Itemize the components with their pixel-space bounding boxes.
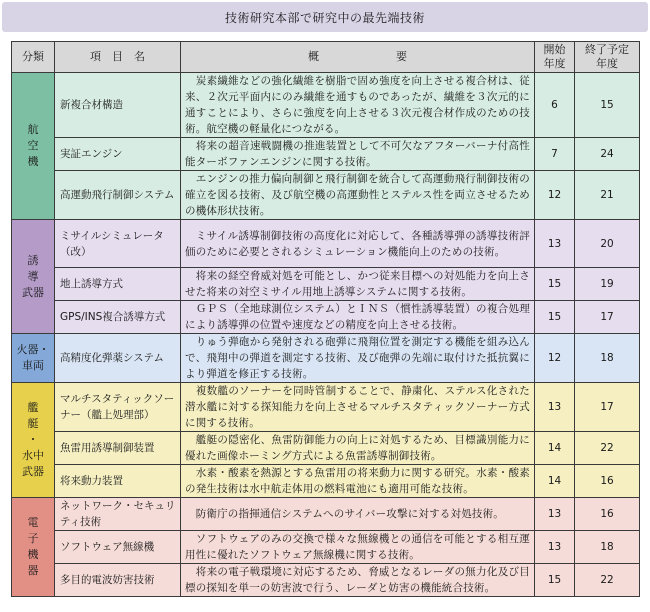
start-year: 15 (535, 564, 575, 597)
end-year: 19 (575, 268, 640, 301)
item-name: 高運動飛行制御システム (55, 171, 181, 220)
table-row (12, 383, 640, 432)
table-row (12, 564, 640, 597)
end-year: 18 (575, 334, 640, 383)
item-name: 新複合材構造 (55, 73, 181, 138)
item-description: 艦艇の隠密化、魚雷防御能力の向上に対処するため、目標識別能力に優れた画像ホーミング方式による魚雷誘導制御技術。 (181, 432, 535, 465)
item-name: 多目的電波妨害技術 (55, 564, 181, 597)
header-desc: 概 要 (181, 42, 535, 73)
end-year: 21 (575, 171, 640, 220)
item-description: 炭素繊維などの強化繊維を樹脂で固め強度を向上させる複合材は、従来、２次元平面内にのみ繊維を通すものであったが、繊維を３次元的に通すことにより、さらに強度を向上させる３次元複合材作成のための技術。航空機の軽量化につながる。 (181, 73, 535, 138)
start-year: 12 (535, 334, 575, 383)
start-year: 13 (535, 531, 575, 564)
table-row (12, 498, 640, 531)
end-year: 16 (575, 498, 640, 531)
start-year: 7 (535, 138, 575, 171)
end-year: 22 (575, 564, 640, 597)
table-row (12, 301, 640, 334)
start-year: 15 (535, 301, 575, 334)
category-cell: 艦 艇 ・ 水中 武器 (12, 383, 55, 498)
item-description: ＧＰＳ（全地球測位システム）とＩＮＳ（慣性誘導装置）の複合処理により誘導弾の位置や速度などの精度を向上させる技術。 (181, 301, 535, 334)
research-table (11, 41, 640, 597)
start-year: 13 (535, 498, 575, 531)
table-row (12, 531, 640, 564)
header-start: 開始 年度 (535, 42, 575, 73)
end-year: 16 (575, 465, 640, 498)
item-description: ソフトウェアのみの交換で様々な無線機との通信を可能とする相互運用性に優れたソフトウェア無線機に関する技術。 (181, 531, 535, 564)
header-item: 項 目 名 (55, 42, 181, 73)
item-description: 複数艦のソーナーを同時管制することで、静粛化、ステルス化された潜水艦に対する探知能力を向上させるマルチスタティックソーナー方式に関する技術。 (181, 383, 535, 432)
table-row (12, 432, 640, 465)
item-name: 将来動力装置 (55, 465, 181, 498)
category-cell: 火器・ 車両 (12, 334, 55, 383)
start-year: 15 (535, 268, 575, 301)
item-description: 水素・酸素を熱源とする魚雷用の将来動力に関する研究。水素・酸素の発生技術は水中航走体用の燃料電池にも適用可能な技術。 (181, 465, 535, 498)
item-name: 高精度化弾薬システム (55, 334, 181, 383)
table-row (12, 73, 640, 138)
table-row (12, 171, 640, 220)
category-cell: 航 空 機 (12, 73, 55, 220)
end-year: 24 (575, 138, 640, 171)
table-row (12, 268, 640, 301)
end-year: 17 (575, 383, 640, 432)
item-name: ソフトウェア無線機 (55, 531, 181, 564)
end-year: 20 (575, 220, 640, 268)
item-description: ミサイル誘導制御技術の高度化に対応して、各種誘導弾の誘導技術評価のために必要とされるシミュレーション機能向上のための技術。 (181, 220, 535, 268)
item-name: 実証エンジン (55, 138, 181, 171)
start-year: 13 (535, 220, 575, 268)
start-year: 13 (535, 383, 575, 432)
item-description: 将来の電子戦環境に対応するため、脅威となるレーダの無力化及び目標の探知を単一の妨害波で行う、レーダと妨害の機能統合技術。 (181, 564, 535, 597)
item-description: 将来の経空脅威対処を可能とし、かつ従来目標への対処能力を向上させた将来の対空ミサイル用地上誘導システムに関する技術。 (181, 268, 535, 301)
start-year: 6 (535, 73, 575, 138)
item-description: 将来の超音速戦闘機の推進装置として不可欠なアフターバーナ付高性能ターボファンエンジンに関する技術。 (181, 138, 535, 171)
category-cell: 誘 導 武器 (12, 220, 55, 334)
end-year: 17 (575, 301, 640, 334)
item-name: ネットワーク・セキュリティ技術 (55, 498, 181, 531)
category-cell: 電 子 機 器 (12, 498, 55, 597)
page-title: 技術研究本部で研究中の最先端技術 (2, 2, 648, 32)
item-description: 防衛庁の指揮通信システムへのサイバー攻撃に対する対処技術。 (181, 498, 535, 531)
start-year: 14 (535, 432, 575, 465)
start-year: 14 (535, 465, 575, 498)
end-year: 15 (575, 73, 640, 138)
end-year: 22 (575, 432, 640, 465)
item-description: エンジンの推力偏向制御と飛行制御を統合して高運動飛行制御技術の確立を図る技術、及び航空機の高運動性とステルス性を両立させるための機体形状技術。 (181, 171, 535, 220)
header-row (12, 42, 640, 73)
start-year: 12 (535, 171, 575, 220)
item-name: 地上誘導方式 (55, 268, 181, 301)
table-row (12, 465, 640, 498)
table-row (12, 334, 640, 383)
item-name: マルチスタティックソーナー（艦上処理部） (55, 383, 181, 432)
table-row (12, 138, 640, 171)
item-name: GPS/INS複合誘導方式 (55, 301, 181, 334)
header-category: 分類 (12, 42, 55, 73)
table-row (12, 220, 640, 268)
item-name: ミサイルシミュレータ（改） (55, 220, 181, 268)
header-end: 終了予定 年度 (575, 42, 640, 73)
item-description: りゅう弾砲から発射される砲弾に飛翔位置を測定する機能を組み込んで、飛翔中の弾道を測定する技術、及び砲弾の先端に取付けた抵抗翼により弾道を修正する技術。 (181, 334, 535, 383)
item-name: 魚雷用誘導制御装置 (55, 432, 181, 465)
end-year: 18 (575, 531, 640, 564)
